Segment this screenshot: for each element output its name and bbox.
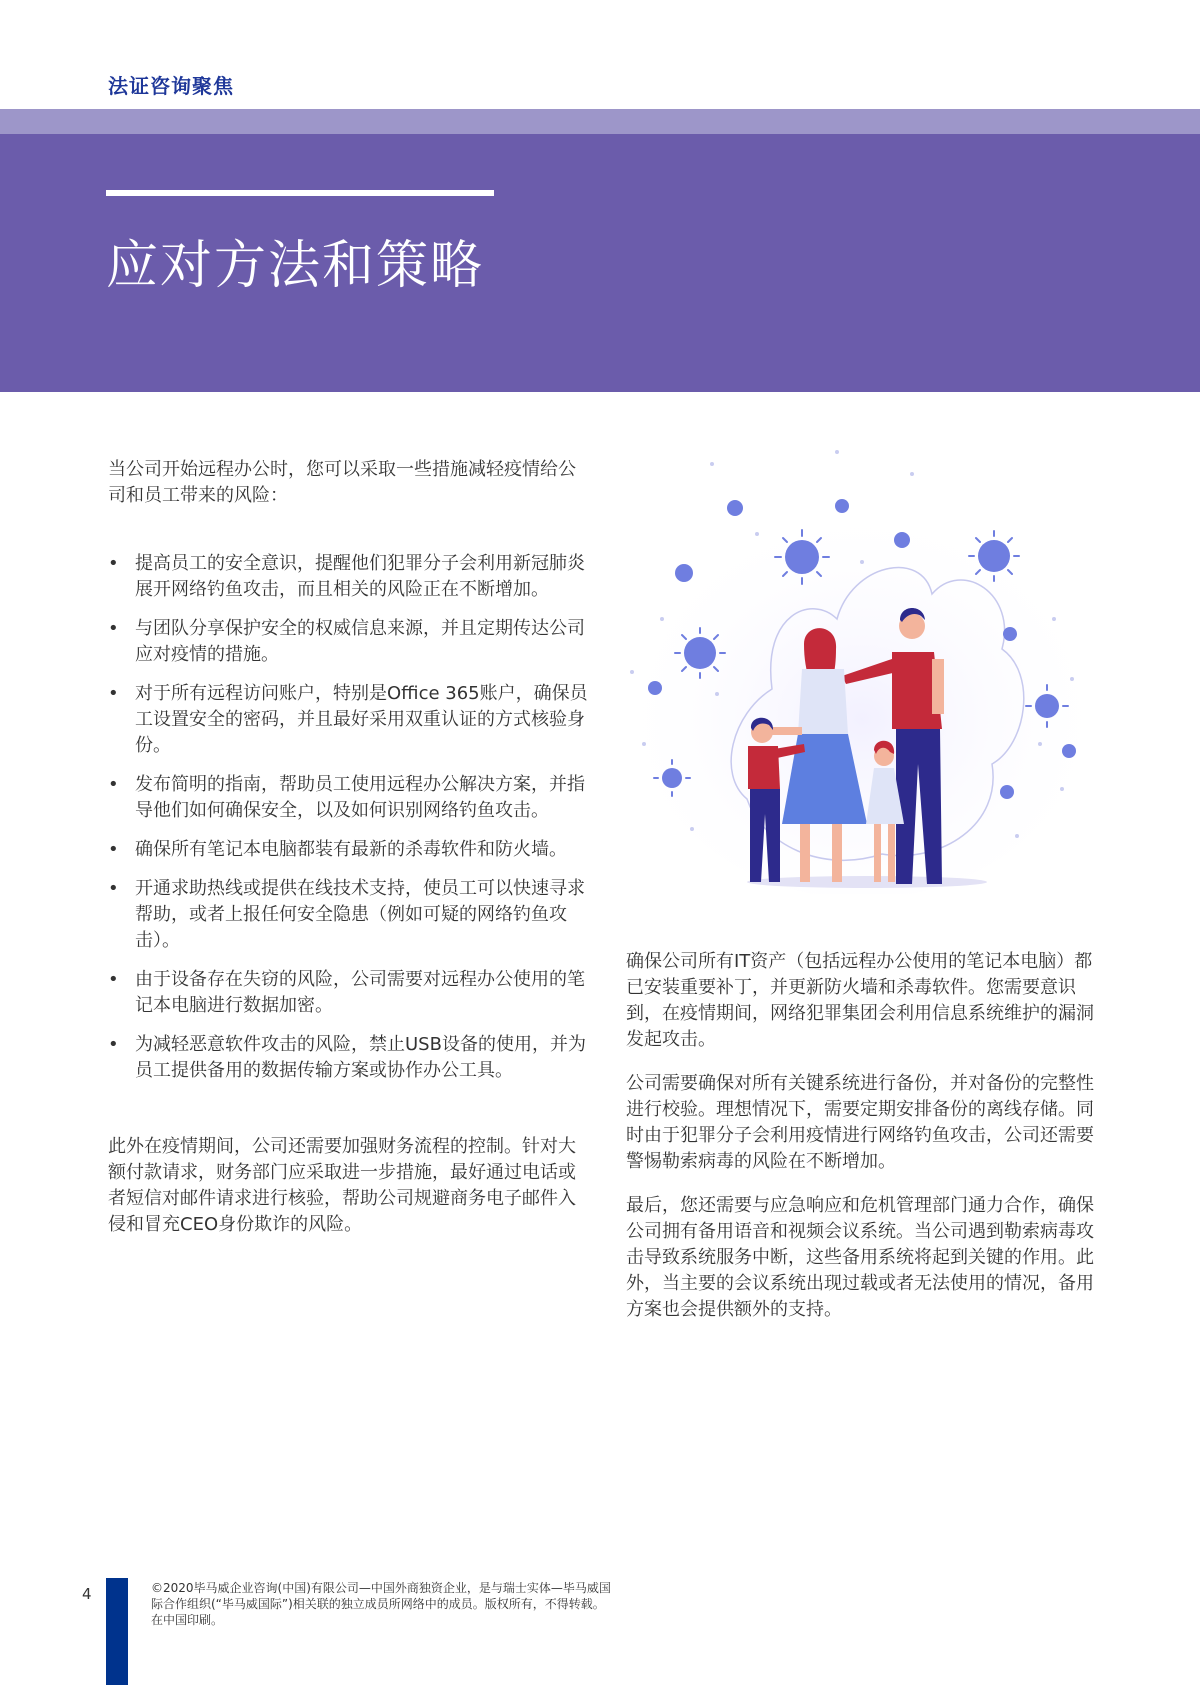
bullet-text: 与团队分享保护安全的权威信息来源，并且定期传达公司应对疫情的措施。 [135, 618, 585, 665]
copyright-line: ©2020毕马威企业咨询(中国)有限公司—中国外商独资企业，是与瑞士实体—毕马威国 [151, 1581, 611, 1595]
bullet-item [108, 772, 588, 824]
page-number: 4 [82, 1585, 92, 1603]
bullet-text: 提高员工的安全意识，提醒他们犯罪分子会利用新冠肺炎展开网络钓鱼攻击，而且相关的风险正在不断增加。 [135, 553, 585, 600]
right-column [626, 949, 1096, 1341]
bullet-item [108, 1032, 588, 1084]
bullet-text: 发布简明的指南，帮助员工使用远程办公解决方案，并指导他们如何确保安全，以及如何识别网络钓鱼攻击。 [135, 774, 585, 821]
bullet-marker: • [108, 683, 119, 704]
illustration-svg [622, 444, 1097, 894]
copyright-notice [151, 1580, 711, 1628]
bullet-text: 开通求助热线或提供在线技术支持，使员工可以快速寻求帮助，或者上报任何安全隐患（例如可疑的网络钓鱼攻击）。 [135, 878, 585, 951]
right-paragraph: 公司需要确保对所有关键系统进行备份，并对备份的完整性进行校验。理想情况下，需要定期安排备份的离线存储。同时由于犯罪分子会利用疫情进行网络钓鱼攻击，公司还需要警惕勒索病毒的风险在不断增加。 [626, 1073, 1094, 1172]
bullet-text: 对于所有远程访问账户，特别是Office 365账户，确保员工设置安全的密码，并且最好采用双重认证的方式核验身份。 [135, 683, 588, 756]
bullet-marker: • [108, 839, 119, 860]
right-paragraph: 最后，您还需要与应急响应和危机管理部门通力合作，确保公司拥有备用语音和视频会议系统。当公司遇到勒索病毒攻击导致系统服务中断，这些备用系统将起到关键的作用。此外，当主要的会议系统出现过载或者无法使用的情况，备用方案也会提供额外的支持。 [626, 1195, 1094, 1320]
copyright-line: 际合作组织(“毕马威国际”)相关联的独立成员所网络中的成员。版权所有，不得转载。 [151, 1597, 605, 1611]
title-rule [106, 190, 494, 196]
bullet-text: 确保所有笔记本电脑都装有最新的杀毒软件和防火墙。 [135, 839, 567, 860]
page-title: 应对方法和策略 [106, 236, 485, 296]
bullet-item [108, 551, 588, 603]
bullet-marker: • [108, 878, 119, 899]
left-column [108, 457, 588, 1238]
header-band-light [0, 109, 1200, 134]
bullet-marker: • [108, 969, 119, 990]
section-label: 法证咨询聚焦 [108, 74, 234, 98]
bullet-text: 由于设备存在失窃的风险，公司需要对远程办公使用的笔记本电脑进行数据加密。 [135, 969, 585, 1016]
bullet-marker: • [108, 1034, 119, 1055]
bullet-text: 为减轻恶意软件攻击的风险，禁止USB设备的使用，并为员工提供备用的数据传输方案或协作办公工具。 [135, 1034, 586, 1081]
bullet-marker: • [108, 618, 119, 639]
footer-accent-bar [106, 1578, 128, 1685]
right-paragraph: 确保公司所有IT资产（包括远程办公使用的笔记本电脑）都已安装重要补丁，并更新防火墙和杀毒软件。您需要意识到，在疫情期间，网络犯罪集团会利用信息系统维护的漏洞发起攻击。 [626, 951, 1094, 1050]
bullet-marker: • [108, 774, 119, 795]
bullet-list [108, 551, 588, 1084]
intro-paragraph: 当公司开始远程办公时，您可以采取一些措施减轻疫情给公司和员工带来的风险： [108, 459, 576, 506]
bullet-item [108, 967, 588, 1019]
copyright-line: 在中国印刷。 [151, 1613, 224, 1627]
bullet-item [108, 837, 588, 863]
finance-paragraph: 此外在疫情期间，公司还需要加强财务流程的控制。针对大额付款请求，财务部门应采取进一步措施，最好通过电话或者短信对邮件请求进行核验，帮助公司规避商务电子邮件入侵和冒充CEO身份欺诈的风险。 [108, 1136, 576, 1235]
bullet-item [108, 616, 588, 668]
bullet-item [108, 876, 588, 954]
bullet-marker: • [108, 553, 119, 574]
bullet-item [108, 681, 588, 759]
family-virus-illustration [622, 444, 1097, 894]
